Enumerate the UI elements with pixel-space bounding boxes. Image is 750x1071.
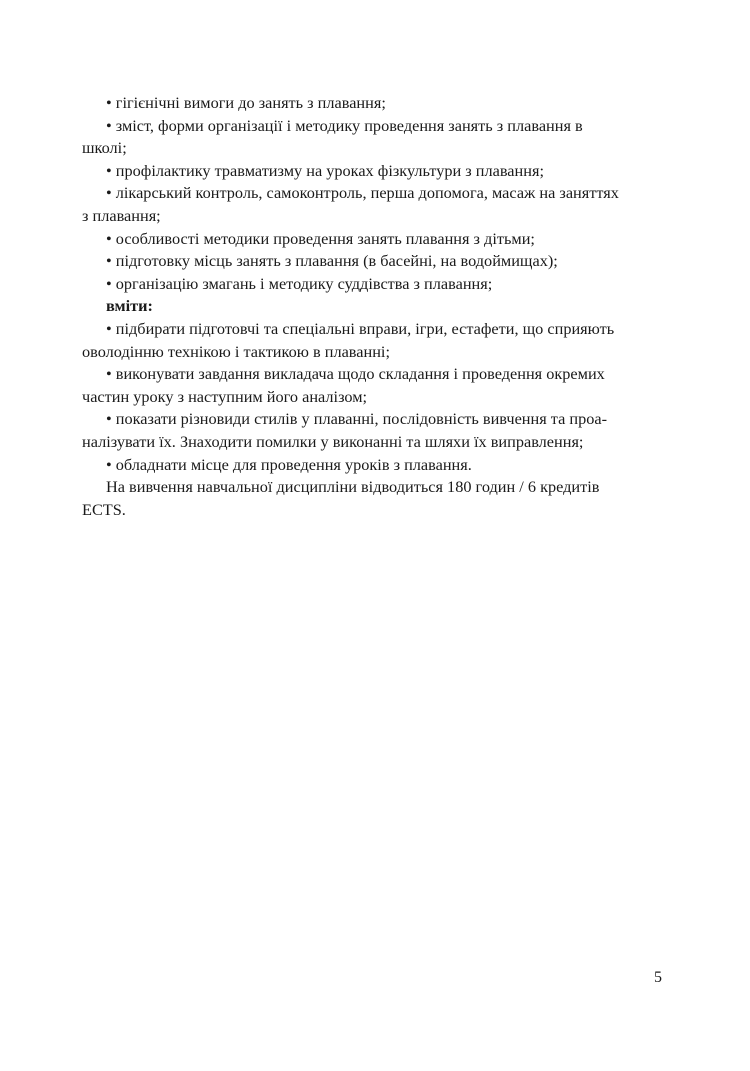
bullet-methodology-children: • особливості методики проведення занять плавання з дітьми; <box>106 228 535 248</box>
bullet-preparation-places: • підготовку місць занять з плавання (в басейні, на водоймищах); <box>106 251 558 271</box>
bullet-injury-prevention: • профілактику травматизму на уроках фізкультури з плавання; <box>106 160 544 180</box>
bullet-teacher-tasks-cont: частин уроку з наступним його аналізом; <box>82 386 368 406</box>
bullet-hygiene: • гігієнічні вимоги до занять з плавання; <box>106 93 386 112</box>
page-number: 5 <box>654 969 662 986</box>
bullet-exercises-cont: оволодінню технікою і тактикою в плаванні; <box>82 341 390 361</box>
bullet-exercises: • підбирати підготовчі та спеціальні вправи, ігри, естафети, що сприяють <box>106 318 615 338</box>
credits-paragraph-cont: ECTS. <box>82 499 126 519</box>
credits-paragraph: На вивчення навчальної дисципліни відводиться 180 годин / 6 кредитів <box>106 477 600 497</box>
text-span: • зміст, форми організації і методику проведення занять з плавання в <box>106 115 583 135</box>
bullet-medical-control: • лікарський контроль, самоконтроль, перша допомога, масаж на заняттях <box>106 183 619 203</box>
bullet-content-forms <box>106 115 667 138</box>
bullet-medical-control-cont: з плавання; <box>82 205 161 225</box>
bullet-equip-place: • обладнати місце для проведення уроків з плавання. <box>106 454 472 474</box>
bullet-teacher-tasks: • виконувати завдання викладача щодо складання і проведення окремих <box>106 364 605 384</box>
document-body <box>82 92 667 521</box>
bullet-swim-styles-cont: налізувати їх. Знаходити помилки у виконанні та шляхи їх виправлення; <box>82 431 584 451</box>
bullet-competitions: • організацію змагань і методику суддівства з плавання; <box>106 273 493 293</box>
bullet-content-forms-cont: школі; <box>82 138 127 158</box>
bullet-swim-styles: • показати різновиди стилів у плаванні, послідовність вивчення та проа- <box>106 409 608 429</box>
section-label-skills: вміти: <box>106 296 153 316</box>
